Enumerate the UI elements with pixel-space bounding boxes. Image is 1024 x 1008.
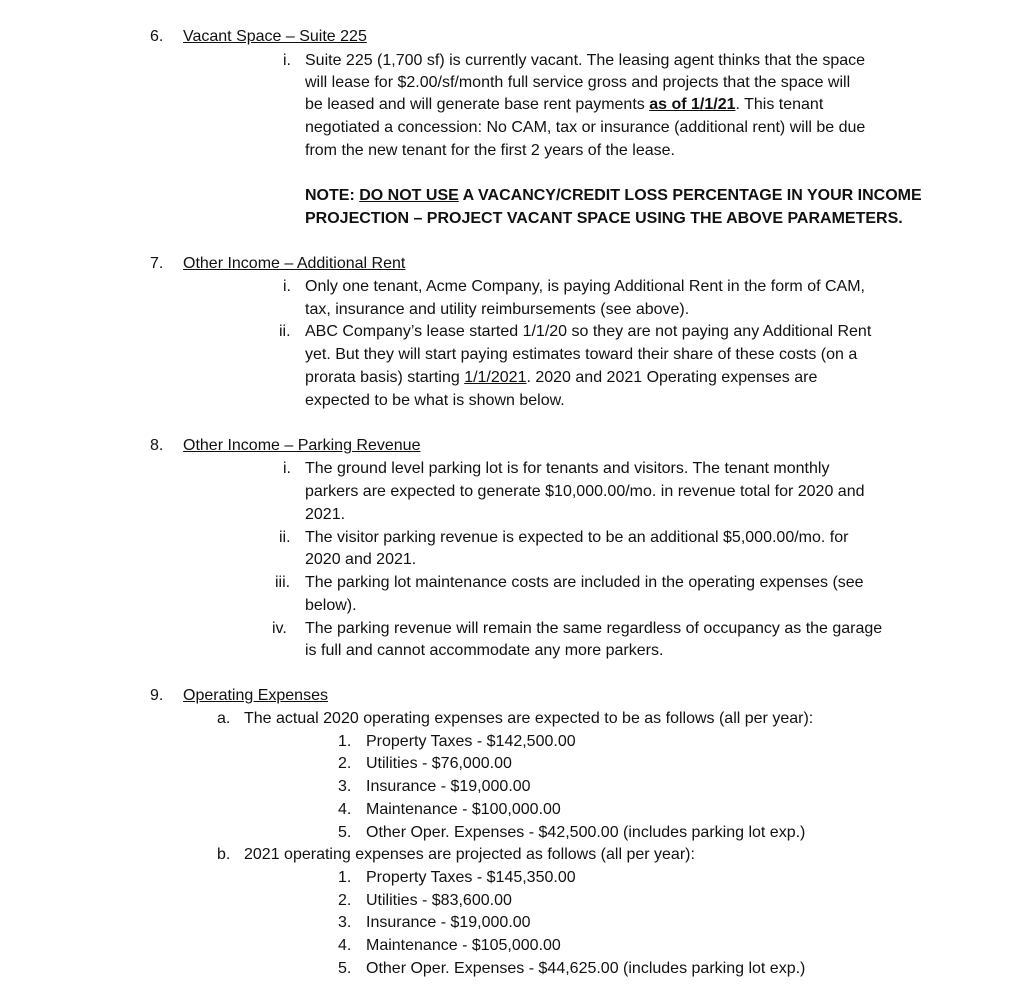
note-line-2: PROJECTION – PROJECT VACANT SPACE USING THE ABOVE PARAMETERS. xyxy=(305,210,903,227)
list-b-number: 4. xyxy=(338,937,352,954)
section-8-item-1-line-3: 2021. xyxy=(305,506,346,523)
list-a-item: Property Taxes - $142,500.00 xyxy=(366,733,576,750)
section-6-item-1-line-5: from the new tenant for the first 2 years of the lease. xyxy=(305,142,675,159)
section-7-item-1-marker: i. xyxy=(283,278,291,295)
date-emphasis: as of 1/1/21 xyxy=(649,96,736,113)
text-run: prorata basis) starting xyxy=(305,369,465,386)
date-emphasis: 1/1/2021 xyxy=(464,369,527,386)
note-emphasis: DO NOT USE xyxy=(359,187,459,204)
section-8-item-3-marker: iii. xyxy=(275,574,291,591)
list-b-item: Utilities - $83,600.00 xyxy=(366,892,512,909)
list-a-item: Other Oper. Expenses - $42,500.00 (includes parking lot exp.) xyxy=(366,824,806,841)
list-b-number: 2. xyxy=(338,892,352,909)
section-8-item-1-line-2: parkers are expected to generate $10,000.00/mo. in revenue total for 2020 and xyxy=(305,483,865,500)
section-7-number: 7. xyxy=(150,255,164,272)
section-9-number: 9. xyxy=(150,687,164,704)
section-7-item-2-line-4: expected to be what is shown below. xyxy=(305,392,565,409)
section-7-item-2-marker: ii. xyxy=(279,323,291,340)
text-run: be leased and will generate base rent payments xyxy=(305,96,650,113)
section-7-heading: Other Income – Additional Rent xyxy=(183,255,406,272)
list-a-number: 1. xyxy=(338,733,352,750)
note-line-1 xyxy=(305,185,922,207)
section-6-item-1-line-3 xyxy=(305,94,823,116)
section-8-item-4-marker: iv. xyxy=(272,620,287,637)
list-b-number: 3. xyxy=(338,914,352,931)
section-8-heading: Other Income – Parking Revenue xyxy=(183,437,421,454)
section-7-item-2-line-2: yet. But they will start paying estimates toward their share of these costs (on a xyxy=(305,346,858,363)
subsection-b-marker: b. xyxy=(217,846,231,863)
list-b-number: 1. xyxy=(338,869,352,886)
list-a-item: Utilities - $76,000.00 xyxy=(366,755,512,772)
subsection-b-text: 2021 operating expenses are projected as follows (all per year): xyxy=(244,846,695,863)
subsection-a-marker: a. xyxy=(217,710,231,727)
section-7-item-2-line-3 xyxy=(305,367,817,389)
section-6-item-1-line-2: will lease for $2.00/sf/month full service gross and projects that the space will xyxy=(305,74,851,91)
section-6-heading: Vacant Space – Suite 225 xyxy=(183,28,367,45)
section-6-item-1-line-4: negotiated a concession: No CAM, tax or insurance (additional rent) will be due xyxy=(305,119,866,136)
section-8-item-2-marker: ii. xyxy=(279,529,291,546)
section-8-item-4-line-2: is full and cannot accommodate any more parkers. xyxy=(305,642,664,659)
section-6-number: 6. xyxy=(150,28,164,45)
list-a-number: 3. xyxy=(338,778,352,795)
section-8-item-1-line-1: The ground level parking lot is for tenants and visitors. The tenant monthly xyxy=(305,460,830,477)
list-b-item: Maintenance - $105,000.00 xyxy=(366,937,561,954)
section-8-item-1-marker: i. xyxy=(283,460,291,477)
list-b-item: Other Oper. Expenses - $44,625.00 (includes parking lot exp.) xyxy=(366,960,806,977)
list-a-item: Maintenance - $100,000.00 xyxy=(366,801,561,818)
list-a-number: 5. xyxy=(338,824,352,841)
section-9-heading: Operating Expenses xyxy=(183,687,328,704)
section-8-item-3-line-1: The parking lot maintenance costs are included in the operating expenses (see xyxy=(305,574,864,591)
section-8-number: 8. xyxy=(150,437,164,454)
section-6-item-1-line-1: Suite 225 (1,700 sf) is currently vacant. The leasing agent thinks that the space xyxy=(305,52,866,69)
section-7-item-2-line-1: ABC Company’s lease started 1/1/20 so they are not paying any Additional Rent xyxy=(305,323,872,340)
section-8-item-4-line-1: The parking revenue will remain the same regardless of occupancy as the garage xyxy=(305,620,883,637)
list-b-item: Insurance - $19,000.00 xyxy=(366,914,531,931)
section-7-item-1-line-2: tax, insurance and utility reimbursements (see above). xyxy=(305,301,690,318)
section-6-item-1-marker: i. xyxy=(283,52,291,69)
section-8-item-2-line-1: The visitor parking revenue is expected to be an additional $5,000.00/mo. for xyxy=(305,529,849,546)
section-8-item-2-line-2: 2020 and 2021. xyxy=(305,551,417,568)
note-text: A VACANCY/CREDIT LOSS PERCENTAGE IN YOUR INCOME xyxy=(458,187,922,204)
note-prefix: NOTE: xyxy=(305,187,360,204)
section-8-item-3-line-2: below). xyxy=(305,597,357,614)
list-a-number: 4. xyxy=(338,801,352,818)
list-a-item: Insurance - $19,000.00 xyxy=(366,778,531,795)
list-b-item: Property Taxes - $145,350.00 xyxy=(366,869,576,886)
list-a-number: 2. xyxy=(338,755,352,772)
list-b-number: 5. xyxy=(338,960,352,977)
subsection-a-text: The actual 2020 operating expenses are expected to be as follows (all per year): xyxy=(244,710,814,727)
text-run: . This tenant xyxy=(735,96,824,113)
section-7-item-1-line-1: Only one tenant, Acme Company, is paying Additional Rent in the form of CAM, xyxy=(305,278,865,295)
text-run: . 2020 and 2021 Operating expenses are xyxy=(526,369,818,386)
